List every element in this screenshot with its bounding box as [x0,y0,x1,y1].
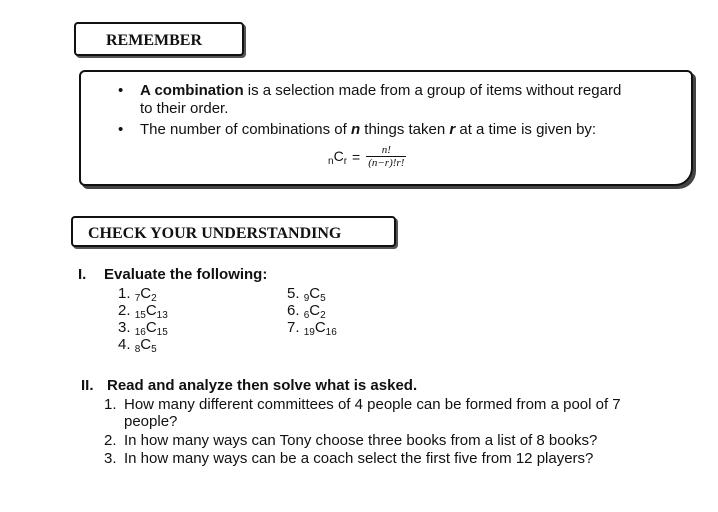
formula-lhs-r: r [343,155,348,167]
exercise-item: 2. $_{15}C_{13}$ [118,302,168,321]
bullet-dot-icon: • [118,121,124,138]
remember-label: REMEMBER [106,32,202,49]
word-problem: 1. How many different committees of 4 people can be formed from a pool of 7 people? [104,396,621,430]
word-problem: 2. In how many ways can Tony choose three books from a list of 8 books? [104,432,598,449]
part2-heading-text: Read and analyze then solve what is asked. [107,377,418,394]
var-n: n [350,121,361,138]
formula-fraction [366,144,406,170]
exercise-item: 1. $_7C_2$ [118,285,157,304]
formula-lhs-n: n [328,155,334,167]
exercise-item: 5. $_9C_5$ [287,285,326,304]
var-r: r [449,121,456,138]
remember-label-box [74,22,244,56]
check-understanding-label: CHECK YOUR UNDERSTANDING [88,225,342,242]
definition-text-line2: to their order. [140,100,229,117]
exercise-item: 3. $_{16}C_{15}$ [118,319,168,338]
formula-intro-text-end: at a time is given by: [455,121,597,138]
definition-text: is a selection made from a group of items without regard [243,82,622,99]
combination-term: A combination [140,82,244,99]
formula-lhs [328,148,347,167]
formula-denominator: (n−r)!r! [368,157,405,169]
bullet-combination-formula [118,121,670,139]
exercise-item: 7. $_{19}C_{16}$ [287,319,337,338]
part2-roman: II. [81,377,94,394]
word-problem: 3. In how many ways can be a coach select the first five from 12 players? [104,450,594,467]
formula-equals: = [352,149,361,165]
exercise-item: 4. $_8C_5$ [118,336,157,355]
part1-heading [78,266,268,284]
bullet-combination-definition [118,82,670,118]
combination-formula [328,144,406,170]
part2-heading [81,377,418,395]
formula-numerator: n! [381,144,391,156]
bullet-dot-icon: • [118,82,124,99]
formula-lhs-c: C [333,147,344,164]
check-understanding-label-box [71,216,396,247]
part1-roman: I. [78,266,87,283]
formula-intro-text: The number of combinations of [140,121,351,138]
exercise-item: 6. $_6C_2$ [287,302,326,321]
part1-heading-text: Evaluate the following: [104,266,268,283]
formula-intro-text-mid: things taken [360,121,450,138]
